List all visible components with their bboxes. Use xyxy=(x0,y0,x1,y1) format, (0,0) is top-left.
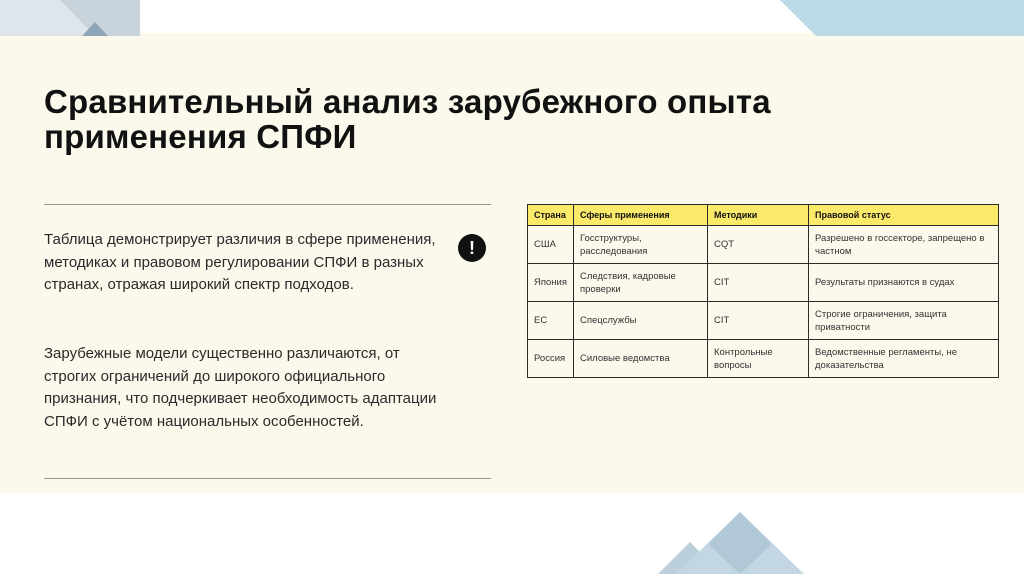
cell-methods: CIT xyxy=(708,264,809,302)
cell-scope: Следствия, кадровые проверки xyxy=(574,264,708,302)
cell-methods: CIT xyxy=(708,302,809,340)
cell-scope: Силовые ведомства xyxy=(574,340,708,378)
comparison-table xyxy=(527,204,999,378)
table-row xyxy=(528,264,999,302)
cell-methods: CQT xyxy=(708,226,809,264)
cell-legal-status: Разрешено в госсекторе, запрещено в частном xyxy=(809,226,999,264)
decor-top-left xyxy=(0,0,150,36)
cell-country: Россия xyxy=(528,340,574,378)
header-country: Страна xyxy=(528,205,574,226)
cell-country: США xyxy=(528,226,574,264)
exclamation-icon: ! xyxy=(458,234,486,262)
cell-scope: Госструктуры, расследования xyxy=(574,226,708,264)
table-row xyxy=(528,340,999,378)
table-row xyxy=(528,226,999,264)
table-row xyxy=(528,302,999,340)
conclusion-paragraph: Зарубежные модели существенно различаются, от строгих ограничений до широкого официального признания, что подчеркивает необходимость адаптации СПФИ с учётом национальных особенностей. xyxy=(44,345,437,430)
header-scope: Сферы применения xyxy=(574,205,708,226)
cell-methods: Контрольные вопросы xyxy=(708,340,809,378)
cell-legal-status: Результаты признаются в судах xyxy=(809,264,999,302)
cell-country: Япония xyxy=(528,264,574,302)
header-legal-status: Правовой статус xyxy=(809,205,999,226)
header-methods: Методики xyxy=(708,205,809,226)
decor-bottom xyxy=(640,512,840,574)
divider-bottom xyxy=(44,478,491,479)
cell-scope: Спецслужбы xyxy=(574,302,708,340)
cell-country: ЕС xyxy=(528,302,574,340)
cell-legal-status: Ведомственные регламенты, не доказательства xyxy=(809,340,999,378)
divider-top xyxy=(44,204,491,205)
cell-legal-status: Строгие ограничения, защита приватности xyxy=(809,302,999,340)
decor-top-right xyxy=(780,0,1024,36)
intro-paragraph: Таблица демонстрирует различия в сфере применения, методиках и правовом регулировании СПФИ в разных странах, отражая широкий спектр подходов. xyxy=(44,231,436,293)
table-header-row xyxy=(528,205,999,226)
page-title: Сравнительный анализ зарубежного опыта применения СПФИ xyxy=(44,83,771,155)
